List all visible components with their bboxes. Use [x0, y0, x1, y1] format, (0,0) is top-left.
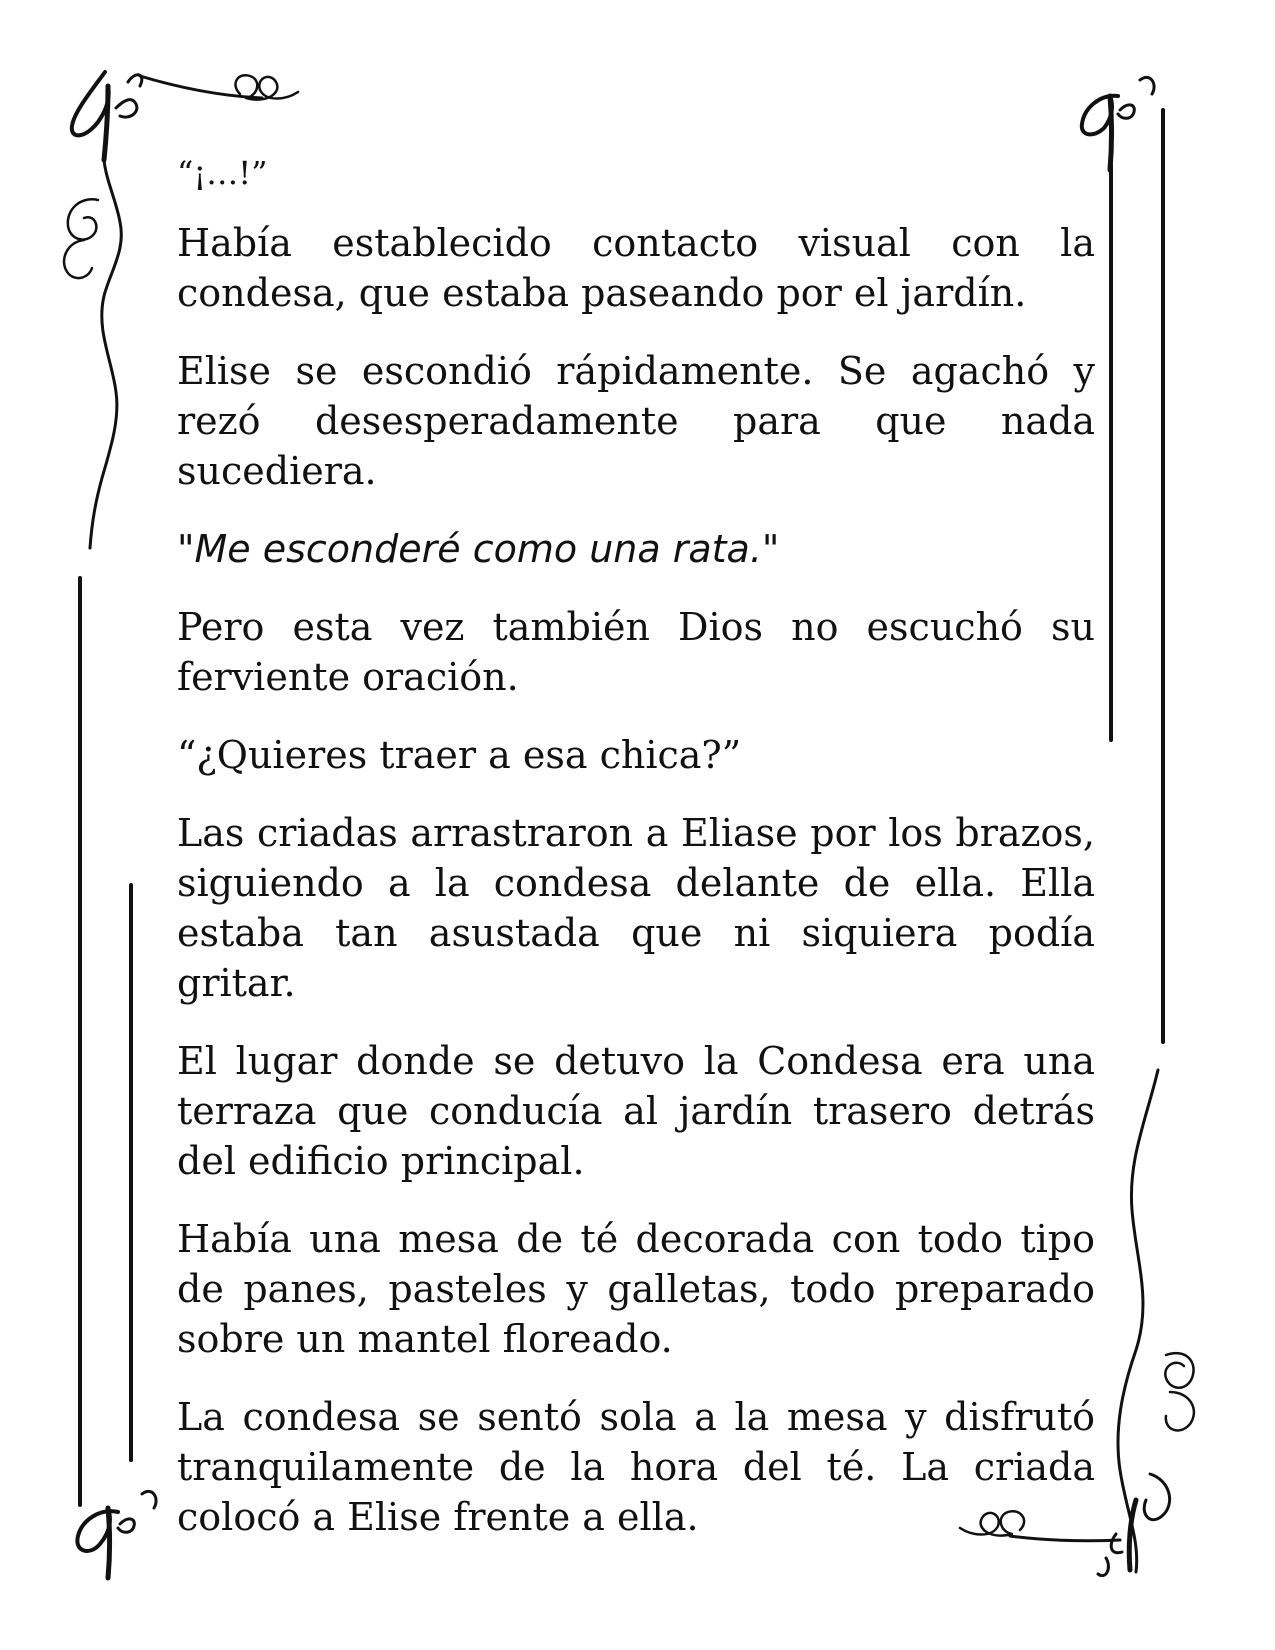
thought-paragraph: "Me esconderé como una rata."	[177, 527, 780, 571]
narrative-paragraph: La condesa se sentó sola a la mesa y disfrutó tranquilamente de la hora del té. La criada colocó a Elise frente a ella.	[177, 1395, 1095, 1539]
text-body	[177, 148, 1095, 1570]
narrative-paragraph: Pero esta vez también Dios no escuchó su ferviente oración.	[177, 605, 1095, 699]
narrative-paragraph: Las criadas arrastraron a Eliase por los brazos, siguiendo a la condesa delante de ella. Ella estaba tan asustada que ni siquiera podía gritar.	[177, 811, 1095, 1005]
narrative-paragraph: Había establecido contacto visual con la condesa, que estaba paseando por el jardín.	[177, 221, 1095, 315]
narrative-paragraph: El lugar donde se detuvo la Condesa era una terraza que conducía al jardín trasero detrás del edificio principal.	[177, 1039, 1095, 1183]
dialogue-paragraph: “¿Quieres traer a esa chica?”	[177, 733, 742, 777]
narrative-paragraph: Había una mesa de té decorada con todo tipo de panes, pasteles y galletas, todo preparado sobre un mantel floreado.	[177, 1217, 1095, 1361]
narrative-paragraph: Elise se escondió rápidamente. Se agachó y rezó desesperadamente para que nada sucediera.	[177, 349, 1095, 493]
dialogue-paragraph: “¡…!”	[177, 154, 268, 192]
bottom-left-flourish-icon	[77, 1491, 156, 1578]
